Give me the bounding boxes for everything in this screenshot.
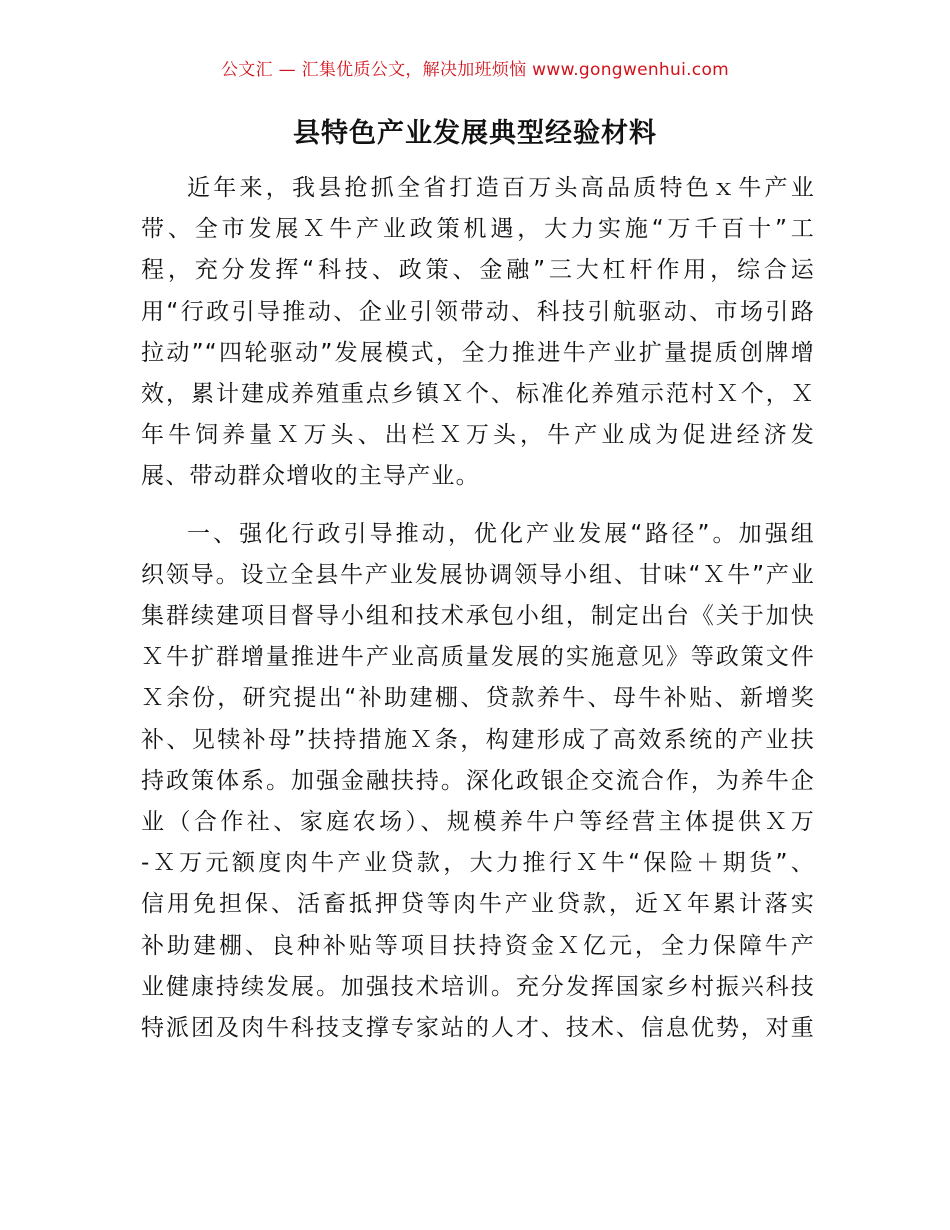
- text-line: 补助建棚、良种补贴等项目扶持资金Ｘ亿元，全力保障牛产: [141, 932, 815, 959]
- document-title: 县特色产业发展典型经验材料: [293, 118, 657, 149]
- text-line: 业健康持续发展。加强技术培训。充分发挥国家乡村振兴科技: [141, 973, 815, 1000]
- paragraph-intro: [141, 168, 815, 498]
- site-watermark-header: 公文汇 — 汇集优质公文，解决加班烦恼 www.gongwenhui.com: [220, 60, 730, 80]
- text-line: 一、强化行政引导推动，优化产业发展“路径”。加强组: [187, 520, 815, 547]
- text-line: 信用免担保、活畜抵押贷等肉牛产业贷款，近Ｘ年累计落实: [141, 891, 815, 918]
- text-line: 拉动”“四轮驱动”发展模式，全力推进牛产业扩量提质创牌增: [141, 339, 815, 366]
- text-line: 补、见犊补母”扶持措施Ｘ条，构建形成了高效系统的产业扶: [141, 726, 815, 753]
- document-body: [141, 168, 815, 1049]
- text-line: Ｘ余份，研究提出“补助建棚、贷款养牛、母牛补贴、新增奖: [141, 685, 815, 712]
- paragraph-section-one: [141, 514, 815, 1050]
- text-line: Ｘ牛扩群增量推进牛产业高质量发展的实施意见》等政策文件: [141, 644, 815, 671]
- text-line: 织领导。设立全县牛产业发展协调领导小组、甘味“Ｘ牛”产业: [141, 561, 815, 588]
- text-line: 业（合作社、家庭农场）、规模养牛户等经营主体提供Ｘ万: [141, 809, 815, 836]
- text-line: 持政策体系。加强金融扶持。深化政银企交流合作，为养牛企: [141, 767, 815, 794]
- text-line: 年牛饲养量Ｘ万头、出栏Ｘ万头，牛产业成为促进经济发: [141, 422, 815, 449]
- text-line: 集群续建项目督导小组和技术承包小组，制定出台《关于加快: [141, 603, 815, 630]
- text-line: 特派团及肉牛科技支撑专家站的人才、技术、信息优势，对重: [141, 1015, 815, 1042]
- text-line: 程，充分发挥“科技、政策、金融”三大杠杆作用，综合运: [141, 257, 815, 284]
- text-line: 近年来，我县抢抓全省打造百万头高品质特色ｘ牛产业: [187, 175, 815, 201]
- text-line: 用“行政引导推动、企业引领带动、科技引航驱动、市场引路: [141, 298, 815, 325]
- text-line: 带、全市发展Ｘ牛产业政策机遇，大力实施“万千百十”工: [141, 216, 815, 243]
- text-line: -Ｘ万元额度肉牛产业贷款，大力推行Ｘ牛“保险＋期货”、: [141, 850, 815, 877]
- text-line: 展、带动群众增收的主导产业。: [141, 463, 480, 490]
- text-line: 效，累计建成养殖重点乡镇Ｘ个、标准化养殖示范村Ｘ个，Ｘ: [141, 381, 815, 408]
